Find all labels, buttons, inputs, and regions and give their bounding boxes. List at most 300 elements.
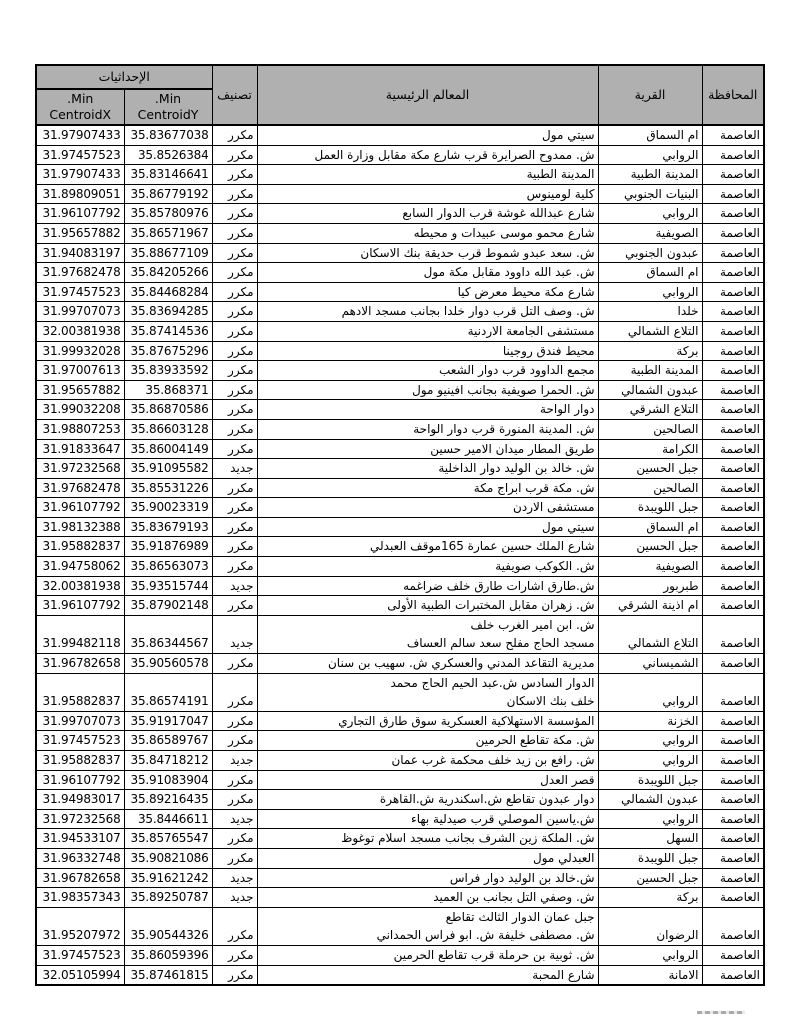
cell-governorate: العاصمة — [702, 263, 764, 283]
cell-village: الروابي — [598, 751, 702, 771]
cell-landmark: ش. المدينة المنورة قرب دوار الواحة — [257, 419, 598, 439]
cell-centroid-y: 35.87675296 — [124, 341, 212, 361]
cell-village: جبل اللويبدة — [598, 770, 702, 790]
table-row — [36, 557, 764, 577]
cell-centroid-y: 35.84468284 — [124, 282, 212, 302]
cell-village: جبل اللويبدة — [598, 498, 702, 518]
cell-village: الصالحين — [598, 419, 702, 439]
cell-village: ام السماق — [598, 263, 702, 283]
cell-centroid-y: 35.89250787 — [124, 888, 212, 908]
cell-governorate: العاصمة — [702, 731, 764, 751]
cell-village: خلدا — [598, 302, 702, 322]
cell-landmark: ش. مكة قرب ابراج مكة — [257, 478, 598, 498]
cell-centroid-y: 35.87461815 — [124, 965, 212, 985]
cell-governorate: العاصمة — [702, 419, 764, 439]
table-row — [36, 478, 764, 498]
cell-village: الروابي — [598, 673, 702, 711]
cell-centroid-y: 35.83933592 — [124, 361, 212, 381]
cell-centroid-x: 31.91833647 — [36, 439, 124, 459]
table-row — [36, 615, 764, 653]
cell-centroid-y: 35.86870586 — [124, 400, 212, 420]
cell-centroid-y: 35.83679193 — [124, 517, 212, 537]
cell-governorate: العاصمة — [702, 945, 764, 965]
cell-centroid-y: 35.93515744 — [124, 576, 212, 596]
table-row — [36, 731, 764, 751]
table-header — [36, 65, 764, 125]
cell-classification: مكرر — [212, 204, 257, 224]
cell-landmark: ش. ممدوح الصرايرة قرب شارع مكة مقابل وزارة العمل — [257, 145, 598, 165]
cell-centroid-y: 35.8446611 — [124, 809, 212, 829]
cell-village: الكرامة — [598, 439, 702, 459]
cell-classification: مكرر — [212, 282, 257, 302]
cell-landmark: ش.طارق اشارات طارق خلف ضراغمه — [257, 576, 598, 596]
cell-landmark: شارع محمو موسى عبيدات و محيطه — [257, 223, 598, 243]
table-row — [36, 596, 764, 616]
cell-landmark: سيتي مول — [257, 125, 598, 145]
cell-classification: مكرر — [212, 302, 257, 322]
cell-classification: مكرر — [212, 770, 257, 790]
cell-classification: مكرر — [212, 654, 257, 674]
cell-village: بركة — [598, 888, 702, 908]
cell-classification: جديد — [212, 751, 257, 771]
cell-centroid-x: 31.99032208 — [36, 400, 124, 420]
cell-village: الروابي — [598, 731, 702, 751]
cell-village: عبدون الشمالي — [598, 380, 702, 400]
table-row — [36, 263, 764, 283]
cell-classification: جديد — [212, 868, 257, 888]
cell-centroid-x: 31.96332748 — [36, 848, 124, 868]
cell-landmark: ش.ياسين الموصلي قرب صيدلية بهاء — [257, 809, 598, 829]
cell-centroid-x: 31.96107792 — [36, 596, 124, 616]
cell-classification: جديد — [212, 615, 257, 653]
table-row — [36, 184, 764, 204]
table-row — [36, 654, 764, 674]
table-row — [36, 439, 764, 459]
cell-centroid-x: 31.96782658 — [36, 868, 124, 888]
cell-centroid-y: 35.91621242 — [124, 868, 212, 888]
table-row — [36, 165, 764, 185]
cell-centroid-x: 31.97682478 — [36, 263, 124, 283]
table-row — [36, 498, 764, 518]
cell-classification: مكرر — [212, 945, 257, 965]
cell-governorate: العاصمة — [702, 380, 764, 400]
table-row — [36, 243, 764, 263]
cell-governorate: العاصمة — [702, 478, 764, 498]
cell-centroid-x: 32.00381938 — [36, 321, 124, 341]
cell-landmark: مجمع الداوود قرب دوار الشعب — [257, 361, 598, 381]
table-row — [36, 361, 764, 381]
cell-classification: مكرر — [212, 321, 257, 341]
cell-village: الروابي — [598, 809, 702, 829]
table-body — [36, 125, 764, 985]
cell-classification: مكرر — [212, 243, 257, 263]
table-row — [36, 380, 764, 400]
cell-landmark: دوار الواحة — [257, 400, 598, 420]
cell-centroid-x: 31.94758062 — [36, 557, 124, 577]
header-classification: تصنيف — [212, 65, 257, 125]
cell-landmark: ش. رافع بن زيد خلف محكمة غرب عمان — [257, 751, 598, 771]
cell-governorate: العاصمة — [702, 673, 764, 711]
cell-village: جبل الحسين — [598, 537, 702, 557]
cell-landmark: شارع عبدالله غوشة قرب الدوار السابع — [257, 204, 598, 224]
table-row — [36, 576, 764, 596]
cell-classification: مكرر — [212, 145, 257, 165]
cell-classification: مكرر — [212, 829, 257, 849]
table-row — [36, 321, 764, 341]
cell-landmark: سيتي مول — [257, 517, 598, 537]
header-min-centroid-x — [36, 89, 124, 125]
cell-village: الروابي — [598, 204, 702, 224]
cell-governorate: العاصمة — [702, 341, 764, 361]
cell-centroid-x: 31.98132388 — [36, 517, 124, 537]
cell-centroid-y: 35.91095582 — [124, 459, 212, 479]
cell-classification: مكرر — [212, 125, 257, 145]
cell-landmark: ش. زهران مقابل المختبرات الطبية الأولى — [257, 596, 598, 616]
cell-governorate: العاصمة — [702, 204, 764, 224]
cell-centroid-y: 35.86004149 — [124, 439, 212, 459]
cell-centroid-x: 31.95882837 — [36, 673, 124, 711]
cell-centroid-y: 35.83694285 — [124, 302, 212, 322]
cell-classification: مكرر — [212, 498, 257, 518]
cell-centroid-x: 31.95882837 — [36, 751, 124, 771]
cell-landmark: شارع مكة محيط معرض كيا — [257, 282, 598, 302]
cell-classification: مكرر — [212, 341, 257, 361]
cell-village: ام السماق — [598, 517, 702, 537]
cell-centroid-y: 35.87902148 — [124, 596, 212, 616]
cell-governorate: العاصمة — [702, 537, 764, 557]
table-row — [36, 809, 764, 829]
cell-centroid-y: 35.87414536 — [124, 321, 212, 341]
cell-governorate: العاصمة — [702, 711, 764, 731]
cell-landmark: ش. الملكة زين الشرف بجانب مسجد اسلام توغوظ — [257, 829, 598, 849]
cell-village: السهل — [598, 829, 702, 849]
cell-centroid-y: 35.868371 — [124, 380, 212, 400]
cell-centroid-x: 31.97457523 — [36, 731, 124, 751]
cell-governorate: العاصمة — [702, 145, 764, 165]
cell-centroid-y: 35.86603128 — [124, 419, 212, 439]
cell-governorate: العاصمة — [702, 361, 764, 381]
cell-centroid-x: 31.99707073 — [36, 302, 124, 322]
cell-governorate: العاصمة — [702, 868, 764, 888]
cell-landmark: ش. مكة تقاطع الحرمين — [257, 731, 598, 751]
cell-classification: جديد — [212, 888, 257, 908]
header-min-centroid-y-line1: Min. — [154, 91, 182, 107]
cell-village: ام اذينة الشرقي — [598, 596, 702, 616]
cell-centroid-x: 31.99932028 — [36, 341, 124, 361]
cell-classification: مكرر — [212, 517, 257, 537]
cell-landmark: شارع الملك حسين عمارة 165موقف العبدلي — [257, 537, 598, 557]
cell-village: البنيات الجنوبي — [598, 184, 702, 204]
cell-classification: مكرر — [212, 439, 257, 459]
cell-centroid-x: 31.99482118 — [36, 615, 124, 653]
cell-village: عبدون الشمالي — [598, 790, 702, 810]
cell-centroid-x: 31.96107792 — [36, 770, 124, 790]
cell-centroid-x: 31.97457523 — [36, 945, 124, 965]
cell-landmark: ش.خالد بن الوليد دوار فراس — [257, 868, 598, 888]
cell-landmark: مستشفى الاردن — [257, 498, 598, 518]
cell-landmark: ش. وصف التل قرب دوار خلدا بجانب مسجد الادهم — [257, 302, 598, 322]
header-min-centroid-y-line2: CentroidY — [137, 107, 199, 122]
cell-centroid-y: 35.91917047 — [124, 711, 212, 731]
cell-village: جبل اللويبدة — [598, 848, 702, 868]
cell-village: الشميساني — [598, 654, 702, 674]
cell-governorate: العاصمة — [702, 400, 764, 420]
cell-classification: مكرر — [212, 731, 257, 751]
header-governorate: المحافظة — [702, 65, 764, 125]
cell-centroid-y: 35.86563073 — [124, 557, 212, 577]
table-row — [36, 400, 764, 420]
cell-governorate: العاصمة — [702, 517, 764, 537]
cell-classification: مكرر — [212, 361, 257, 381]
cell-centroid-y: 35.83146641 — [124, 165, 212, 185]
cell-centroid-y: 35.90544326 — [124, 907, 212, 945]
table-row — [36, 751, 764, 771]
cell-classification: مكرر — [212, 380, 257, 400]
header-min-centroid-y — [124, 89, 212, 125]
cell-village: الخزنة — [598, 711, 702, 731]
cell-centroid-y: 35.8526384 — [124, 145, 212, 165]
cell-governorate: العاصمة — [702, 282, 764, 302]
header-coordinates-group: الإحداثيات — [36, 65, 212, 89]
cell-village: المدينة الطبية — [598, 165, 702, 185]
cell-classification: جديد — [212, 809, 257, 829]
cell-governorate: العاصمة — [702, 809, 764, 829]
cell-centroid-x: 31.97907433 — [36, 125, 124, 145]
cell-centroid-x: 32.00381938 — [36, 576, 124, 596]
table-row — [36, 907, 764, 945]
cell-landmark: ش. خالد بن الوليد دوار الداخلية — [257, 459, 598, 479]
cell-classification: مكرر — [212, 165, 257, 185]
cell-governorate: العاصمة — [702, 302, 764, 322]
cell-centroid-x: 31.94083197 — [36, 243, 124, 263]
cell-centroid-y: 35.86779192 — [124, 184, 212, 204]
cell-centroid-x: 31.97457523 — [36, 145, 124, 165]
header-min-centroid-x-line2: CentroidX — [49, 107, 112, 122]
table-row — [36, 848, 764, 868]
cell-centroid-y: 35.84205266 — [124, 263, 212, 283]
cell-village: الصويفية — [598, 557, 702, 577]
cell-centroid-y: 35.90023319 — [124, 498, 212, 518]
cell-centroid-y: 35.86574191 — [124, 673, 212, 711]
cell-governorate: العاصمة — [702, 751, 764, 771]
table-row — [36, 282, 764, 302]
cell-village: بركة — [598, 341, 702, 361]
cell-landmark: المؤسسة الاستهلاكية العسكرية سوق طارق التجاري — [257, 711, 598, 731]
cell-village: جبل الحسين — [598, 868, 702, 888]
cell-governorate: العاصمة — [702, 829, 764, 849]
table-row — [36, 125, 764, 145]
cell-landmark: الدوار السادس ش.عبد الحيم الحاج محمد خلف بنك الاسكان — [257, 673, 598, 711]
cell-governorate: العاصمة — [702, 596, 764, 616]
cell-centroid-y: 35.91876989 — [124, 537, 212, 557]
cell-landmark: ش. الكوكب صويفية — [257, 557, 598, 577]
cell-governorate: العاصمة — [702, 321, 764, 341]
cell-classification: مكرر — [212, 907, 257, 945]
cell-landmark: ش. ابن امير الغرب خلف مسجد الحاج مفلح سعد سالم العساف — [257, 615, 598, 653]
cell-classification: مكرر — [212, 478, 257, 498]
table-row — [36, 419, 764, 439]
cell-governorate: العاصمة — [702, 165, 764, 185]
header-min-centroid-x-line1: Min. — [67, 91, 94, 107]
cell-centroid-x: 31.97907433 — [36, 165, 124, 185]
cell-governorate: العاصمة — [702, 223, 764, 243]
table-row — [36, 517, 764, 537]
cell-governorate: العاصمة — [702, 770, 764, 790]
table-row — [36, 223, 764, 243]
cell-landmark: مستشفى الجامعة الاردنية — [257, 321, 598, 341]
header-landmarks: المعالم الرئيسية — [257, 65, 598, 125]
cell-governorate: العاصمة — [702, 848, 764, 868]
cell-centroid-x: 31.89809051 — [36, 184, 124, 204]
cell-centroid-y: 35.85765547 — [124, 829, 212, 849]
cell-classification: مكرر — [212, 711, 257, 731]
cell-village: الامانة — [598, 965, 702, 985]
cell-classification: مكرر — [212, 223, 257, 243]
cell-village: ام السماق — [598, 125, 702, 145]
table-row — [36, 341, 764, 361]
cell-centroid-y: 35.91083904 — [124, 770, 212, 790]
cell-landmark: ش. الحمرا صويفية بجانب افينيو مول — [257, 380, 598, 400]
cell-centroid-y: 35.86571967 — [124, 223, 212, 243]
cell-landmark: ش. وصفي التل بجانب بن العميد — [257, 888, 598, 908]
cell-classification: مكرر — [212, 965, 257, 985]
cell-centroid-x: 31.98357343 — [36, 888, 124, 908]
cell-classification: مكرر — [212, 537, 257, 557]
cell-centroid-x: 31.95882837 — [36, 537, 124, 557]
cell-landmark: جبل عمان الدوار الثالث تقاطع ش. مصطفى خليفة ش. ابو فراس الحمداني — [257, 907, 598, 945]
cell-governorate: العاصمة — [702, 439, 764, 459]
cell-centroid-y: 35.84718212 — [124, 751, 212, 771]
cell-classification: جديد — [212, 459, 257, 479]
cell-centroid-y: 35.86059396 — [124, 945, 212, 965]
cell-centroid-y: 35.85531226 — [124, 478, 212, 498]
cell-classification: مكرر — [212, 419, 257, 439]
cell-governorate: العاصمة — [702, 907, 764, 945]
cell-village: الصالحين — [598, 478, 702, 498]
cell-centroid-x: 31.94983017 — [36, 790, 124, 810]
cell-centroid-x: 31.97007613 — [36, 361, 124, 381]
cell-centroid-y: 35.89216435 — [124, 790, 212, 810]
cell-landmark: محيط فندق روجينا — [257, 341, 598, 361]
table-row — [36, 790, 764, 810]
table-row — [36, 888, 764, 908]
cell-centroid-y: 35.85780976 — [124, 204, 212, 224]
table-row — [36, 711, 764, 731]
cell-governorate: العاصمة — [702, 576, 764, 596]
cell-landmark: ش. عبد الله داوود مقابل مكة مول — [257, 263, 598, 283]
table-row — [36, 770, 764, 790]
cell-village: الروابي — [598, 945, 702, 965]
table-row — [36, 945, 764, 965]
cell-centroid-x: 31.97232568 — [36, 459, 124, 479]
cell-classification: مكرر — [212, 790, 257, 810]
cell-landmark: دوار عبدون تقاطع ش.اسكندرية ش.القاهرة — [257, 790, 598, 810]
cell-governorate: العاصمة — [702, 498, 764, 518]
cell-centroid-x: 31.96107792 — [36, 204, 124, 224]
cell-village: عبدون الجنوبي — [598, 243, 702, 263]
cell-centroid-y: 35.86344567 — [124, 615, 212, 653]
cell-classification: مكرر — [212, 596, 257, 616]
cell-village: المدينة الطبية — [598, 361, 702, 381]
cell-governorate: العاصمة — [702, 184, 764, 204]
cell-classification: مكرر — [212, 263, 257, 283]
cell-classification: مكرر — [212, 848, 257, 868]
cell-governorate: العاصمة — [702, 888, 764, 908]
cell-classification: مكرر — [212, 400, 257, 420]
cell-village: التلاع الشرقي — [598, 400, 702, 420]
cell-centroid-y: 35.83677038 — [124, 125, 212, 145]
cell-centroid-x: 31.95207972 — [36, 907, 124, 945]
cell-centroid-y: 35.90560578 — [124, 654, 212, 674]
cell-centroid-x: 31.95657882 — [36, 223, 124, 243]
table-row — [36, 673, 764, 711]
cell-landmark: ش. ثوبية بن حرملة قرب تقاطع الحرمين — [257, 945, 598, 965]
cell-centroid-x: 31.97457523 — [36, 282, 124, 302]
cell-centroid-y: 35.86589767 — [124, 731, 212, 751]
cell-village: الروابي — [598, 145, 702, 165]
table-row — [36, 145, 764, 165]
table-row — [36, 537, 764, 557]
cell-classification: مكرر — [212, 557, 257, 577]
cell-village: التلاع الشمالي — [598, 615, 702, 653]
cell-landmark: المدينة الطبية — [257, 165, 598, 185]
cell-classification: جديد — [212, 576, 257, 596]
table-row — [36, 459, 764, 479]
cell-centroid-x: 31.99707073 — [36, 711, 124, 731]
cell-village: طبربور — [598, 576, 702, 596]
cell-centroid-x: 31.94533107 — [36, 829, 124, 849]
cell-governorate: العاصمة — [702, 615, 764, 653]
cell-centroid-x: 31.95657882 — [36, 380, 124, 400]
cell-governorate: العاصمة — [702, 965, 764, 985]
cell-centroid-x: 31.96107792 — [36, 498, 124, 518]
cell-governorate: العاصمة — [702, 459, 764, 479]
cell-governorate: العاصمة — [702, 557, 764, 577]
cell-landmark: العبدلي مول — [257, 848, 598, 868]
table-row — [36, 302, 764, 322]
cell-village: التلاع الشمالي — [598, 321, 702, 341]
cell-centroid-x: 31.97682478 — [36, 478, 124, 498]
cell-centroid-x: 31.97232568 — [36, 809, 124, 829]
cell-village: الرضوان — [598, 907, 702, 945]
cell-classification: مكرر — [212, 673, 257, 711]
cell-centroid-y: 35.90821086 — [124, 848, 212, 868]
cell-governorate: العاصمة — [702, 125, 764, 145]
cell-village: جبل الحسين — [598, 459, 702, 479]
landmarks-table — [35, 64, 765, 986]
cell-landmark: طريق المطار ميدان الامير حسين — [257, 439, 598, 459]
cell-village: الروابي — [598, 282, 702, 302]
table-row — [36, 868, 764, 888]
cell-classification: مكرر — [212, 184, 257, 204]
cell-village: الصويفية — [598, 223, 702, 243]
cell-governorate: العاصمة — [702, 654, 764, 674]
table-row — [36, 204, 764, 224]
cell-landmark: ش. سعد عبدو شموط قرب حديقة بنك الاسكان — [257, 243, 598, 263]
cell-governorate: العاصمة — [702, 243, 764, 263]
cell-centroid-x: 31.96782658 — [36, 654, 124, 674]
cell-centroid-y: 35.88677109 — [124, 243, 212, 263]
cell-centroid-x: 32.05105994 — [36, 965, 124, 985]
cell-landmark: مديرية التقاعد المدني والعسكري ش. سهيب بن سنان — [257, 654, 598, 674]
table-row — [36, 829, 764, 849]
cell-governorate: العاصمة — [702, 790, 764, 810]
cell-landmark: كلية لومينوس — [257, 184, 598, 204]
header-village: القرية — [598, 65, 702, 125]
cell-landmark: قصر العدل — [257, 770, 598, 790]
table-row — [36, 965, 764, 985]
cell-centroid-x: 31.98807253 — [36, 419, 124, 439]
